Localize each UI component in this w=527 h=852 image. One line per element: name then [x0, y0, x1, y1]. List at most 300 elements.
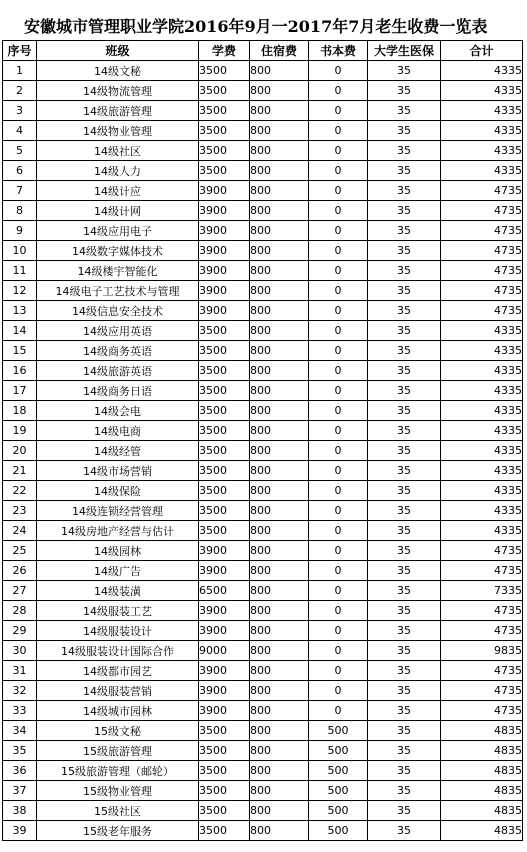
table-row [3, 301, 523, 321]
cell-class: 14级房地产经营与估计 [37, 521, 199, 541]
cell-book-fee: 0 [309, 541, 368, 561]
table-row [3, 601, 523, 621]
cell-medical-insurance: 35 [368, 241, 441, 261]
cell-tuition: 3500 [199, 401, 250, 421]
cell-total: 4735 [441, 681, 523, 701]
cell-medical-insurance: 35 [368, 361, 441, 381]
table-row [3, 61, 523, 81]
cell-tuition: 3900 [199, 701, 250, 721]
table-row [3, 201, 523, 221]
page-title: 安徽城市管理职业学院2016年9月一2017年7月老生收费一览表 [24, 17, 488, 36]
cell-no: 30 [3, 641, 37, 661]
cell-class: 14级广告 [37, 561, 199, 581]
cell-total: 4835 [441, 761, 523, 781]
cell-class: 14级服装设计 [37, 621, 199, 641]
cell-medical-insurance: 35 [368, 81, 441, 101]
cell-medical-insurance: 35 [368, 641, 441, 661]
cell-medical-insurance: 35 [368, 501, 441, 521]
header-medical-insurance: 大学生医保 [368, 41, 441, 61]
cell-class: 14级服装营销 [37, 681, 199, 701]
cell-tuition: 3500 [199, 141, 250, 161]
cell-total: 4335 [441, 401, 523, 421]
cell-book-fee: 0 [309, 621, 368, 641]
cell-book-fee: 0 [309, 121, 368, 141]
cell-total: 4335 [441, 361, 523, 381]
cell-class: 14级文秘 [37, 61, 199, 81]
cell-total: 4735 [441, 261, 523, 281]
table-row [3, 101, 523, 121]
cell-tuition: 3500 [199, 481, 250, 501]
cell-class: 15级旅游管理 [37, 741, 199, 761]
cell-book-fee: 0 [309, 341, 368, 361]
cell-book-fee: 500 [309, 761, 368, 781]
cell-dorm-fee: 800 [250, 241, 309, 261]
table-row [3, 781, 523, 801]
table-row [3, 421, 523, 441]
cell-tuition: 3500 [199, 341, 250, 361]
cell-book-fee: 500 [309, 781, 368, 801]
cell-class: 14级园林 [37, 541, 199, 561]
table-row [3, 541, 523, 561]
header-no: 序号 [3, 41, 37, 61]
cell-total: 4735 [441, 561, 523, 581]
cell-no: 7 [3, 181, 37, 201]
table-row [3, 461, 523, 481]
cell-class: 14级城市园林 [37, 701, 199, 721]
cell-book-fee: 0 [309, 81, 368, 101]
cell-no: 31 [3, 661, 37, 681]
cell-no: 12 [3, 281, 37, 301]
cell-total: 4335 [441, 101, 523, 121]
cell-no: 24 [3, 521, 37, 541]
cell-medical-insurance: 35 [368, 301, 441, 321]
cell-total: 4735 [441, 301, 523, 321]
cell-class: 14级社区 [37, 141, 199, 161]
cell-tuition: 3900 [199, 241, 250, 261]
cell-dorm-fee: 800 [250, 821, 309, 841]
cell-class: 14级物业管理 [37, 121, 199, 141]
cell-medical-insurance: 35 [368, 181, 441, 201]
cell-book-fee: 0 [309, 361, 368, 381]
cell-tuition: 3500 [199, 121, 250, 141]
cell-total: 4735 [441, 181, 523, 201]
cell-class: 14级服装工艺 [37, 601, 199, 621]
cell-dorm-fee: 800 [250, 221, 309, 241]
cell-tuition: 3500 [199, 741, 250, 761]
table-row [3, 721, 523, 741]
cell-medical-insurance: 35 [368, 221, 441, 241]
cell-dorm-fee: 800 [250, 321, 309, 341]
cell-book-fee: 0 [309, 661, 368, 681]
table-row [3, 121, 523, 141]
cell-total: 9835 [441, 641, 523, 661]
cell-no: 23 [3, 501, 37, 521]
cell-no: 21 [3, 461, 37, 481]
cell-tuition: 3500 [199, 721, 250, 741]
cell-medical-insurance: 35 [368, 201, 441, 221]
cell-no: 26 [3, 561, 37, 581]
cell-book-fee: 0 [309, 101, 368, 121]
cell-tuition: 3900 [199, 281, 250, 301]
cell-book-fee: 0 [309, 561, 368, 581]
cell-medical-insurance: 35 [368, 621, 441, 641]
cell-tuition: 3500 [199, 321, 250, 341]
cell-medical-insurance: 35 [368, 681, 441, 701]
table-row [3, 801, 523, 821]
cell-class: 15级旅游管理（邮轮） [37, 761, 199, 781]
cell-tuition: 3900 [199, 681, 250, 701]
cell-class: 14级旅游管理 [37, 101, 199, 121]
cell-tuition: 3500 [199, 441, 250, 461]
table-row [3, 281, 523, 301]
cell-tuition: 3500 [199, 361, 250, 381]
cell-dorm-fee: 800 [250, 621, 309, 641]
cell-no: 5 [3, 141, 37, 161]
cell-no: 16 [3, 361, 37, 381]
cell-book-fee: 0 [309, 681, 368, 701]
cell-dorm-fee: 800 [250, 801, 309, 821]
cell-class: 14级计网 [37, 201, 199, 221]
cell-tuition: 6500 [199, 581, 250, 601]
cell-book-fee: 0 [309, 481, 368, 501]
cell-medical-insurance: 35 [368, 541, 441, 561]
cell-book-fee: 0 [309, 521, 368, 541]
cell-dorm-fee: 800 [250, 261, 309, 281]
cell-total: 4335 [441, 81, 523, 101]
cell-tuition: 3500 [199, 461, 250, 481]
cell-tuition: 9000 [199, 641, 250, 661]
cell-book-fee: 0 [309, 641, 368, 661]
cell-dorm-fee: 800 [250, 461, 309, 481]
cell-dorm-fee: 800 [250, 521, 309, 541]
cell-total: 4735 [441, 281, 523, 301]
cell-class: 15级社区 [37, 801, 199, 821]
cell-dorm-fee: 800 [250, 161, 309, 181]
cell-tuition: 3900 [199, 181, 250, 201]
table-row [3, 561, 523, 581]
cell-medical-insurance: 35 [368, 661, 441, 681]
cell-no: 20 [3, 441, 37, 461]
cell-book-fee: 0 [309, 441, 368, 461]
table-row [3, 581, 523, 601]
cell-no: 1 [3, 61, 37, 81]
cell-class: 14级应用英语 [37, 321, 199, 341]
cell-book-fee: 0 [309, 221, 368, 241]
cell-no: 28 [3, 601, 37, 621]
cell-book-fee: 0 [309, 501, 368, 521]
cell-class: 14级都市园艺 [37, 661, 199, 681]
cell-total: 4735 [441, 241, 523, 261]
table-row [3, 821, 523, 841]
cell-dorm-fee: 800 [250, 761, 309, 781]
table-row [3, 381, 523, 401]
cell-total: 4735 [441, 221, 523, 241]
cell-total: 4335 [441, 341, 523, 361]
table-row [3, 241, 523, 261]
cell-no: 15 [3, 341, 37, 361]
cell-dorm-fee: 800 [250, 101, 309, 121]
cell-dorm-fee: 800 [250, 201, 309, 221]
table-row [3, 481, 523, 501]
cell-book-fee: 0 [309, 261, 368, 281]
cell-tuition: 3900 [199, 221, 250, 241]
cell-no: 33 [3, 701, 37, 721]
cell-class: 15级老年服务 [37, 821, 199, 841]
cell-total: 4835 [441, 821, 523, 841]
cell-medical-insurance: 35 [368, 421, 441, 441]
cell-total: 4335 [441, 481, 523, 501]
cell-tuition: 3900 [199, 661, 250, 681]
cell-book-fee: 0 [309, 701, 368, 721]
cell-total: 4735 [441, 201, 523, 221]
cell-medical-insurance: 35 [368, 821, 441, 841]
cell-medical-insurance: 35 [368, 561, 441, 581]
table-row [3, 641, 523, 661]
cell-total: 4735 [441, 661, 523, 681]
cell-class: 14级楼宇智能化 [37, 261, 199, 281]
cell-book-fee: 0 [309, 301, 368, 321]
cell-tuition: 3900 [199, 601, 250, 621]
cell-dorm-fee: 800 [250, 741, 309, 761]
cell-book-fee: 0 [309, 461, 368, 481]
header-total: 合计 [441, 41, 523, 61]
cell-dorm-fee: 800 [250, 781, 309, 801]
cell-book-fee: 500 [309, 801, 368, 821]
cell-total: 4335 [441, 461, 523, 481]
table-row [3, 321, 523, 341]
cell-medical-insurance: 35 [368, 601, 441, 621]
cell-medical-insurance: 35 [368, 141, 441, 161]
table-row [3, 81, 523, 101]
cell-dorm-fee: 800 [250, 301, 309, 321]
cell-book-fee: 0 [309, 161, 368, 181]
cell-medical-insurance: 35 [368, 761, 441, 781]
cell-book-fee: 0 [309, 141, 368, 161]
cell-class: 14级电子工艺技术与管理 [37, 281, 199, 301]
cell-dorm-fee: 800 [250, 81, 309, 101]
cell-dorm-fee: 800 [250, 121, 309, 141]
cell-medical-insurance: 35 [368, 321, 441, 341]
cell-class: 14级信息安全技术 [37, 301, 199, 321]
cell-dorm-fee: 800 [250, 441, 309, 461]
cell-class: 14级数字媒体技术 [37, 241, 199, 261]
cell-tuition: 3500 [199, 381, 250, 401]
cell-no: 36 [3, 761, 37, 781]
header-row [3, 41, 523, 61]
cell-dorm-fee: 800 [250, 701, 309, 721]
cell-book-fee: 0 [309, 281, 368, 301]
header-book-fee: 书本费 [309, 41, 368, 61]
cell-no: 14 [3, 321, 37, 341]
cell-no: 25 [3, 541, 37, 561]
cell-class: 15级物业管理 [37, 781, 199, 801]
cell-dorm-fee: 800 [250, 661, 309, 681]
cell-tuition: 3900 [199, 621, 250, 641]
cell-class: 15级文秘 [37, 721, 199, 741]
table-row [3, 761, 523, 781]
cell-tuition: 3500 [199, 821, 250, 841]
cell-no: 8 [3, 201, 37, 221]
cell-dorm-fee: 800 [250, 361, 309, 381]
cell-medical-insurance: 35 [368, 441, 441, 461]
cell-total: 4335 [441, 441, 523, 461]
cell-total: 4335 [441, 61, 523, 81]
cell-no: 39 [3, 821, 37, 841]
cell-no: 37 [3, 781, 37, 801]
cell-class: 14级计应 [37, 181, 199, 201]
cell-dorm-fee: 800 [250, 721, 309, 741]
cell-total: 4735 [441, 601, 523, 621]
cell-total: 4335 [441, 141, 523, 161]
fee-table [2, 40, 523, 841]
cell-book-fee: 0 [309, 401, 368, 421]
cell-tuition: 3500 [199, 421, 250, 441]
cell-tuition: 3500 [199, 161, 250, 181]
cell-total: 4835 [441, 781, 523, 801]
table-row [3, 401, 523, 421]
cell-medical-insurance: 35 [368, 461, 441, 481]
cell-class: 14级保险 [37, 481, 199, 501]
cell-total: 4735 [441, 621, 523, 641]
cell-dorm-fee: 800 [250, 141, 309, 161]
cell-class: 14级电商 [37, 421, 199, 441]
cell-no: 3 [3, 101, 37, 121]
cell-total: 4335 [441, 321, 523, 341]
cell-no: 2 [3, 81, 37, 101]
cell-medical-insurance: 35 [368, 121, 441, 141]
cell-total: 4335 [441, 121, 523, 141]
table-row [3, 181, 523, 201]
cell-dorm-fee: 800 [250, 421, 309, 441]
cell-class: 14级连锁经营管理 [37, 501, 199, 521]
cell-dorm-fee: 800 [250, 481, 309, 501]
cell-book-fee: 500 [309, 721, 368, 741]
cell-dorm-fee: 800 [250, 281, 309, 301]
table-row [3, 661, 523, 681]
cell-no: 13 [3, 301, 37, 321]
cell-book-fee: 500 [309, 821, 368, 841]
cell-dorm-fee: 800 [250, 401, 309, 421]
cell-medical-insurance: 35 [368, 401, 441, 421]
cell-book-fee: 0 [309, 601, 368, 621]
cell-no: 22 [3, 481, 37, 501]
cell-book-fee: 0 [309, 61, 368, 81]
cell-tuition: 3500 [199, 61, 250, 81]
table-row [3, 361, 523, 381]
cell-dorm-fee: 800 [250, 381, 309, 401]
cell-tuition: 3500 [199, 521, 250, 541]
cell-book-fee: 0 [309, 321, 368, 341]
header-class: 班级 [37, 41, 199, 61]
cell-dorm-fee: 800 [250, 61, 309, 81]
cell-total: 7335 [441, 581, 523, 601]
cell-total: 4835 [441, 721, 523, 741]
cell-dorm-fee: 800 [250, 181, 309, 201]
cell-dorm-fee: 800 [250, 561, 309, 581]
cell-total: 4335 [441, 521, 523, 541]
cell-total: 4335 [441, 501, 523, 521]
cell-total: 4335 [441, 421, 523, 441]
cell-class: 14级旅游英语 [37, 361, 199, 381]
cell-tuition: 3500 [199, 101, 250, 121]
cell-book-fee: 0 [309, 181, 368, 201]
cell-tuition: 3500 [199, 781, 250, 801]
cell-total: 4735 [441, 541, 523, 561]
cell-dorm-fee: 800 [250, 601, 309, 621]
cell-tuition: 3500 [199, 81, 250, 101]
cell-tuition: 3500 [199, 801, 250, 821]
cell-book-fee: 0 [309, 421, 368, 441]
table-row [3, 741, 523, 761]
cell-book-fee: 0 [309, 241, 368, 261]
table-row [3, 161, 523, 181]
cell-medical-insurance: 35 [368, 101, 441, 121]
table-row [3, 261, 523, 281]
cell-book-fee: 0 [309, 381, 368, 401]
cell-dorm-fee: 800 [250, 541, 309, 561]
cell-total: 4835 [441, 801, 523, 821]
cell-medical-insurance: 35 [368, 521, 441, 541]
cell-book-fee: 0 [309, 581, 368, 601]
cell-medical-insurance: 35 [368, 261, 441, 281]
cell-no: 32 [3, 681, 37, 701]
cell-tuition: 3900 [199, 561, 250, 581]
cell-dorm-fee: 800 [250, 581, 309, 601]
cell-medical-insurance: 35 [368, 781, 441, 801]
table-row [3, 141, 523, 161]
cell-no: 4 [3, 121, 37, 141]
cell-tuition: 3900 [199, 201, 250, 221]
cell-medical-insurance: 35 [368, 721, 441, 741]
cell-book-fee: 500 [309, 741, 368, 761]
header-tuition: 学费 [199, 41, 250, 61]
table-row [3, 681, 523, 701]
cell-total: 4335 [441, 381, 523, 401]
table-row [3, 221, 523, 241]
cell-no: 34 [3, 721, 37, 741]
cell-no: 10 [3, 241, 37, 261]
cell-class: 14级经管 [37, 441, 199, 461]
cell-book-fee: 0 [309, 201, 368, 221]
cell-dorm-fee: 800 [250, 641, 309, 661]
cell-medical-insurance: 35 [368, 341, 441, 361]
cell-class: 14级服装设计国际合作 [37, 641, 199, 661]
cell-medical-insurance: 35 [368, 281, 441, 301]
cell-no: 18 [3, 401, 37, 421]
cell-dorm-fee: 800 [250, 681, 309, 701]
cell-class: 14级物流管理 [37, 81, 199, 101]
cell-class: 14级市场营销 [37, 461, 199, 481]
table-row [3, 701, 523, 721]
cell-class: 14级应用电子 [37, 221, 199, 241]
cell-medical-insurance: 35 [368, 581, 441, 601]
table-row [3, 621, 523, 641]
cell-class: 14级商务英语 [37, 341, 199, 361]
header-dorm-fee: 住宿费 [250, 41, 309, 61]
table-row [3, 521, 523, 541]
cell-class: 14级装潢 [37, 581, 199, 601]
cell-medical-insurance: 35 [368, 801, 441, 821]
cell-total: 4835 [441, 741, 523, 761]
cell-medical-insurance: 35 [368, 701, 441, 721]
cell-no: 35 [3, 741, 37, 761]
cell-class: 14级会电 [37, 401, 199, 421]
cell-no: 19 [3, 421, 37, 441]
cell-medical-insurance: 35 [368, 61, 441, 81]
cell-medical-insurance: 35 [368, 381, 441, 401]
cell-no: 38 [3, 801, 37, 821]
cell-dorm-fee: 800 [250, 501, 309, 521]
